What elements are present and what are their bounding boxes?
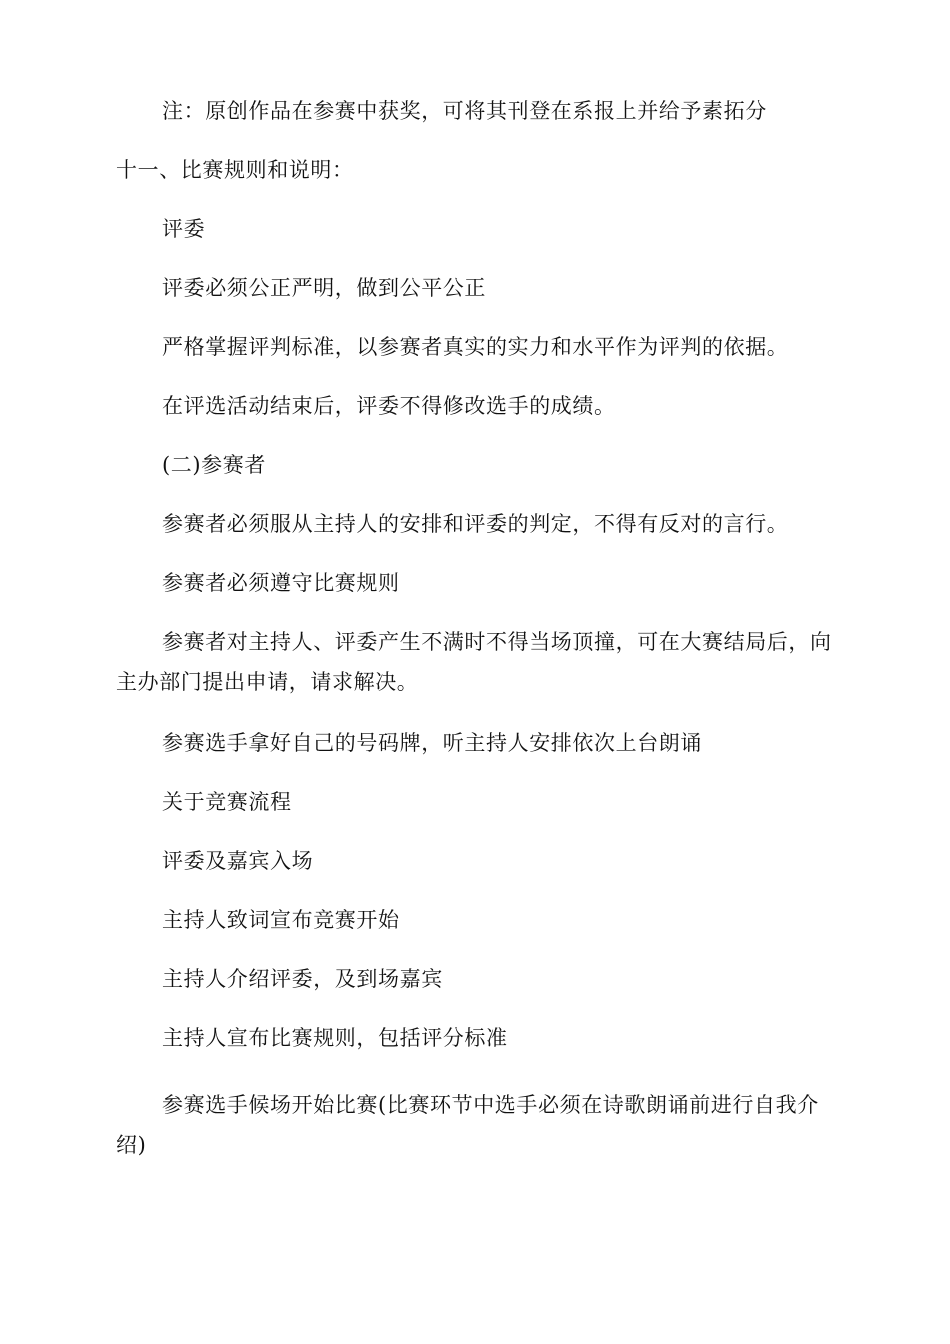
paragraph-complaints: 参赛者对主持人、评委产生不满时不得当场顶撞，可在大赛结局后，向主办部门提出申请，请求解决。 bbox=[116, 630, 832, 694]
paragraph-obey-rules: 参赛者必须遵守比赛规则 bbox=[162, 571, 400, 595]
step-announce-rules: 主持人宣布比赛规则，包括评分标准 bbox=[162, 1026, 508, 1050]
step-judges-enter: 评委及嘉宾入场 bbox=[162, 849, 314, 873]
paragraph-judges-fair: 评委必须公正严明，做到公平公正 bbox=[162, 276, 486, 300]
note-paragraph: 注：原创作品在参赛中获奖，可将其刊登在系报上并给予素拓分 bbox=[162, 99, 767, 123]
subheading-participants: (二)参赛者 bbox=[162, 453, 266, 477]
paragraph-judging-standard: 严格掌握评判标准，以参赛者真实的实力和水平作为评判的依据。 bbox=[162, 335, 789, 359]
step-introduce-judges: 主持人介绍评委，及到场嘉宾 bbox=[162, 967, 443, 991]
step-host-opening: 主持人致词宣布竞赛开始 bbox=[162, 908, 400, 932]
paragraph-number-card: 参赛选手拿好自己的号码牌，听主持人安排依次上台朗诵 bbox=[162, 731, 702, 755]
section-heading-rules: 十一、比赛规则和说明： bbox=[116, 158, 354, 182]
paragraph-obey-host: 参赛者必须服从主持人的安排和评委的判定，不得有反对的言行。 bbox=[162, 512, 789, 536]
paragraph-no-score-change: 在评选活动结束后，评委不得修改选手的成绩。 bbox=[162, 394, 616, 418]
subheading-process: 关于竞赛流程 bbox=[162, 790, 292, 814]
subheading-judges: 评委 bbox=[162, 217, 206, 241]
step-contest-start: 参赛选手候场开始比赛(比赛环节中选手必须在诗歌朗诵前进行自我介绍) bbox=[116, 1093, 819, 1157]
